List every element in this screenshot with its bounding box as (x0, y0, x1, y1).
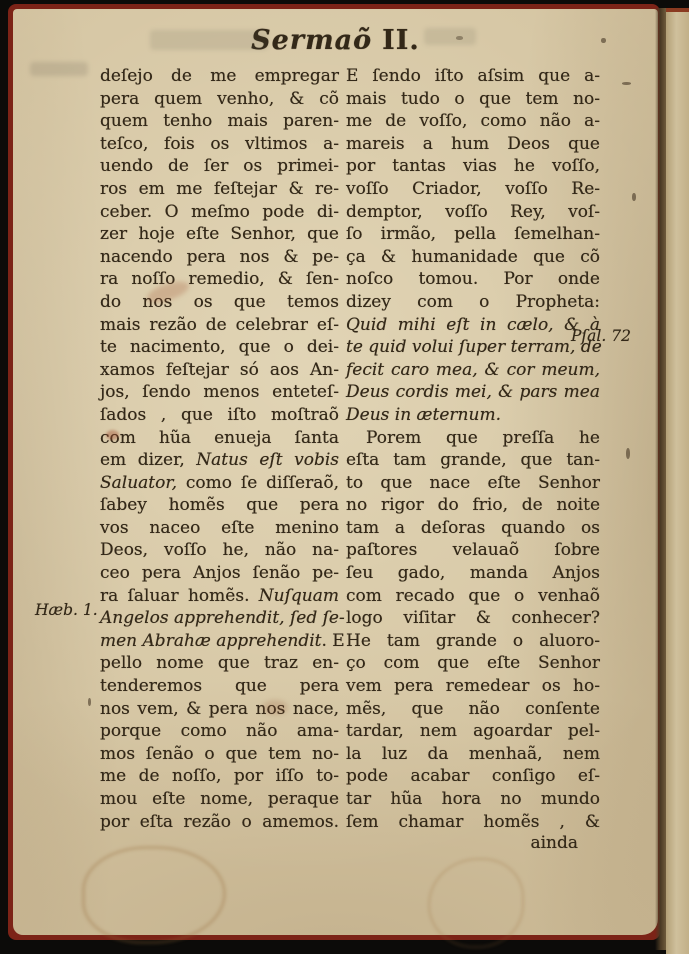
text-line (100, 359, 339, 382)
text-line (100, 765, 339, 788)
text-segment: com recado que o venhaõ (346, 585, 600, 606)
text-line (100, 201, 339, 224)
text-segment: uendo de ſer os primei- (100, 156, 339, 177)
text-line (100, 246, 339, 269)
text-line (100, 268, 339, 291)
text-line (100, 562, 339, 585)
text-line (346, 517, 600, 540)
text-segment: paſtores velauaõ ſobre (346, 540, 600, 561)
text-line (100, 585, 339, 608)
text-segment: noſco tomou. Por onde (346, 269, 600, 290)
text-line (100, 630, 345, 653)
text-segment: la luz da menhaã, nem (346, 743, 600, 764)
text-segment: por eſta rezão o amemos. (100, 811, 339, 832)
text-segment: quem tenho mais paren- (100, 111, 339, 132)
text-segment: ra noſſo remedio, & ſen- (100, 269, 339, 290)
text-segment: te nacimento, que o dei- (100, 337, 339, 358)
text-segment: deſejo de me empregar (100, 66, 339, 86)
text-segment: to que nace eſte Senhor (346, 472, 600, 493)
text-segment: nacendo pera nos & pe- (100, 246, 339, 267)
text-line (346, 381, 600, 404)
text-segment: ça & humanidade que cõ (346, 246, 600, 267)
column-left (100, 65, 345, 833)
text-line (346, 449, 600, 472)
text-segment: E ſendo iſto aſsim que a- (346, 66, 600, 86)
text-segment: ceber. O meſmo pode di- (100, 201, 339, 222)
text-segment: ſabey homẽs que pera (100, 495, 339, 516)
margin-note-right: Pſal. 72 (571, 327, 631, 345)
text-segment: eſta tam grande, que tan- (346, 450, 600, 471)
text-segment: mos ſenão o que tem no- (100, 743, 339, 764)
text-segment: mẽs, que não conſente (346, 698, 600, 719)
text-segment: em dizer, (100, 450, 197, 471)
text-line (346, 607, 600, 630)
text-segment: zer hoje eſte Senhor, que (100, 224, 339, 245)
text-line (346, 720, 600, 743)
text-segment: vem pera remedear os ho- (346, 676, 600, 697)
latin-quote-segment: Natus eſt vobis (196, 450, 339, 471)
text-line (346, 585, 600, 608)
ink-speck (601, 38, 606, 43)
text-line (100, 720, 339, 743)
text-line (346, 788, 600, 811)
text-segment: voſſo Criador, voſſo Re- (346, 178, 600, 199)
text-line (346, 562, 600, 585)
text-segment: ra ſaluar homẽs. (100, 585, 259, 606)
next-page-edge (666, 8, 689, 954)
text-line (346, 675, 600, 698)
page-header (13, 25, 658, 56)
text-line (100, 65, 339, 88)
text-segment: no rigor do frio, de noite (346, 495, 600, 516)
text-segment: Deos, voſſo he, não na- (100, 540, 339, 561)
text-segment: vos naceo eſte menino (100, 517, 339, 538)
text-segment: teſco, fois os vltimos a- (100, 133, 339, 154)
text-line (100, 314, 339, 337)
latin-quote-segment: Saluator, (100, 472, 178, 493)
text-segment: pera quem venho, & cõ (100, 88, 339, 109)
text-line (100, 811, 339, 834)
text-line (100, 698, 339, 721)
text-line (346, 314, 600, 337)
text-segment: mais tudo o que tem no- (346, 88, 600, 109)
text-line (346, 246, 600, 269)
page-header-number: II. (382, 25, 420, 56)
latin-quote-segment: Deus cordis mei, & pars mea (346, 382, 600, 403)
text-segment: ros em me feſtejar & re- (100, 178, 339, 199)
text-line (346, 404, 600, 427)
text-segment: por tantas vias he voſſo, (346, 156, 600, 177)
text-segment: ſo irmão, pella ſemelhan- (346, 224, 600, 245)
text-segment: ſados , que iſto moſtraõ (100, 404, 339, 425)
text-segment: xamos feſtejar só aos An- (100, 359, 339, 380)
text-line (100, 381, 339, 404)
text-line (346, 88, 600, 111)
text-line (100, 472, 339, 495)
text-line (100, 133, 339, 156)
catchword: ainda (530, 833, 578, 853)
text-line (100, 517, 339, 540)
text-segment: jos, ſendo menos enteteſ- (100, 382, 339, 403)
text-line (100, 404, 339, 427)
text-line (346, 811, 600, 834)
ink-speck (456, 36, 463, 40)
text-segment: . E (321, 630, 345, 651)
text-line (346, 155, 600, 178)
text-line (346, 291, 600, 314)
text-line (100, 449, 339, 472)
text-segment: ſeu gado, manda Anjos (346, 563, 600, 584)
text-line (100, 675, 339, 698)
text-segment: tardar, nem agoardar pel- (346, 721, 600, 742)
latin-quote-segment: Deus in æternum. (346, 404, 501, 425)
text-segment: tam a deſoras quando os (346, 517, 600, 538)
text-line (346, 743, 600, 766)
text-line (100, 652, 339, 675)
latin-quote-segment: Angelos apprehendit, ſed ſe- (100, 608, 345, 629)
latin-quote-segment: fecit caro mea, & cor meum, (346, 359, 600, 380)
text-segment: do nos os que temos (100, 291, 339, 312)
text-line (100, 336, 339, 359)
text-segment: me de noſſo, por iſſo to- (100, 766, 339, 787)
text-line (346, 539, 600, 562)
text-line (346, 268, 600, 291)
text-line (346, 472, 600, 495)
ink-speck (632, 193, 636, 201)
text-segment: nos vem, & pera nos nace, (100, 698, 339, 719)
text-line (100, 494, 339, 517)
latin-quote-segment: Quid mihi eſt in cælo, & à (346, 314, 600, 335)
text-segment: como ſe diſſeraõ, (177, 472, 339, 493)
text-line (346, 765, 600, 788)
column-right (346, 65, 600, 833)
text-line (100, 607, 345, 630)
text-segment: mareis a hum Deos que (346, 133, 600, 154)
text-line (100, 223, 339, 246)
text-segment: porque como não ama- (100, 721, 339, 742)
text-line (100, 539, 339, 562)
text-line (100, 155, 339, 178)
text-line (346, 698, 600, 721)
book-page (13, 9, 658, 935)
text-segment: pello nome que traz en- (100, 653, 339, 674)
text-segment: ço com que eſte Senhor (346, 653, 600, 674)
text-line (346, 427, 600, 450)
text-line (346, 359, 600, 382)
text-segment: Porem que preſſa he (366, 427, 600, 448)
text-segment: tenderemos que pera (100, 676, 339, 697)
page-header-word: Sermaõ (251, 25, 373, 56)
text-line (100, 88, 339, 111)
text-segment: demptor, voſſo Rey, voſ- (346, 201, 600, 222)
margin-note-left: Hæb. 1. (35, 601, 98, 619)
text-line (346, 630, 600, 653)
ink-speck (88, 698, 91, 706)
text-line (346, 110, 600, 133)
text-line (100, 788, 339, 811)
text-segment: pode acabar conſigo eſ- (346, 766, 600, 787)
text-segment: ceo pera Anjos ſenão pe- (100, 563, 339, 584)
text-line (100, 110, 339, 133)
text-line (346, 652, 600, 675)
text-line (100, 178, 339, 201)
text-segment: tar hũa hora no mundo (346, 789, 600, 809)
text-segment: mais rezão de celebrar eſ- (100, 314, 339, 335)
text-line (100, 291, 339, 314)
latin-quote-segment: te quid volui ſuper terram, de (346, 337, 602, 358)
text-line (100, 427, 339, 450)
text-segment: me de voſſo, como não a- (346, 111, 600, 132)
ink-speck (622, 82, 631, 85)
text-segment: ſem chamar homẽs , & (346, 811, 600, 832)
text-line (346, 178, 600, 201)
text-line (346, 133, 600, 156)
text-segment: dizey com o Propheta: (346, 291, 600, 312)
text-line (346, 336, 600, 359)
text-line (346, 201, 600, 224)
latin-quote-segment: men Abrahæ apprehendit (100, 630, 322, 651)
ink-speck (626, 448, 630, 459)
text-line (346, 65, 600, 88)
text-segment: com hũa enueja ſanta (100, 427, 339, 448)
text-segment: logo viſitar & conhecer? (346, 608, 600, 629)
text-segment: mou eſte nome, peraque (100, 789, 339, 809)
text-line (100, 743, 339, 766)
text-line (346, 223, 600, 246)
text-segment: He tam grande o aluoro- (346, 630, 600, 651)
latin-quote-segment: Nuſquam (258, 585, 339, 606)
text-line (346, 494, 600, 517)
